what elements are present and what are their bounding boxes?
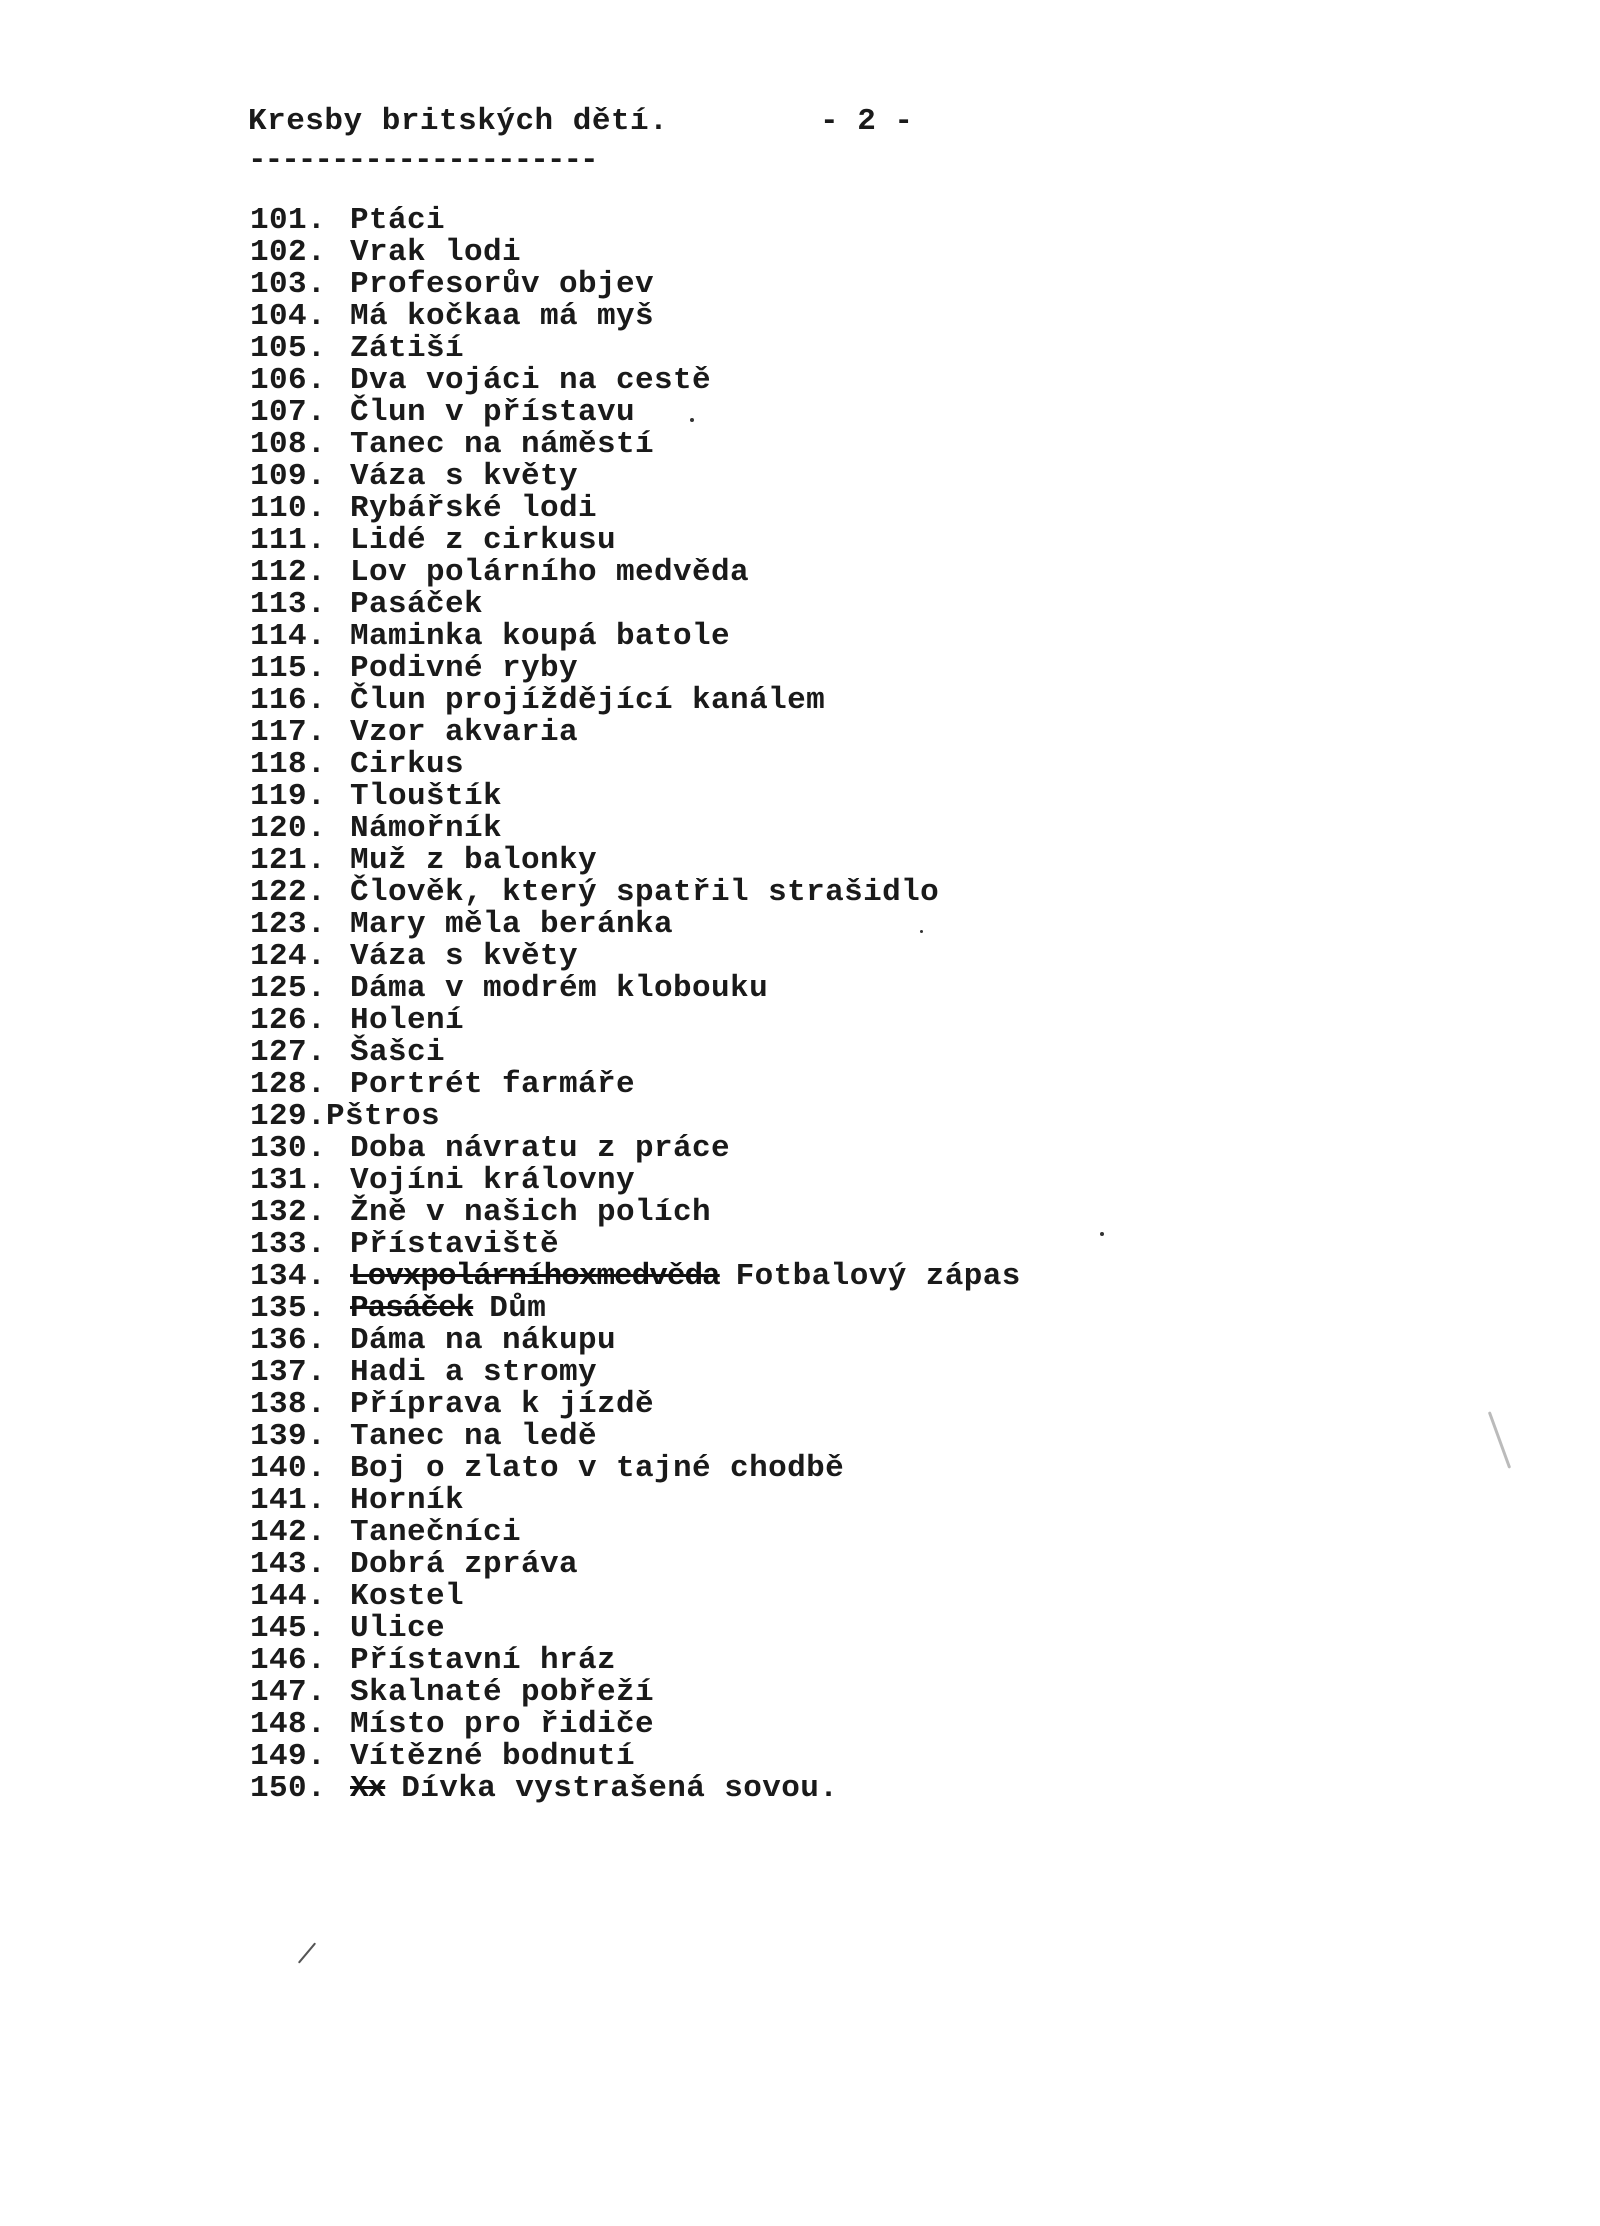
item-number: 143. (250, 1547, 327, 1582)
item-number: 120. (250, 811, 327, 846)
item-number: 110. (250, 491, 327, 526)
item-number: 114. (250, 619, 327, 654)
item-title: Muž z balonky (350, 843, 598, 878)
list-item (250, 525, 1021, 557)
item-title: Holení (350, 1003, 465, 1038)
item-number: 109. (250, 459, 327, 494)
list-item (250, 333, 1021, 365)
item-number: 112. (250, 555, 327, 590)
list-item (250, 1709, 1021, 1741)
speck-mark (920, 930, 923, 933)
struck-out-text: Pasáček (350, 1291, 474, 1326)
item-number: 116. (250, 683, 327, 718)
item-title: Lidé z cirkusu (350, 523, 617, 558)
list-item (250, 1101, 1021, 1133)
list-item (250, 493, 1021, 525)
item-title: Pštros (326, 1099, 441, 1134)
item-title: Pasáček (350, 587, 484, 622)
title-underline: --------------------- (248, 143, 597, 178)
speck-mark (690, 418, 694, 422)
item-title: Tanec na ledě (350, 1419, 598, 1454)
item-number: 126. (250, 1003, 327, 1038)
item-title: Námořník (350, 811, 503, 846)
list-item (250, 1037, 1021, 1069)
list-item (250, 1581, 1021, 1613)
pencil-mark (298, 1942, 316, 1963)
list-item (250, 397, 1021, 429)
item-title: Váza s květy (350, 939, 579, 974)
pencil-mark (1488, 1411, 1511, 1468)
item-title: Mary měla beránka (350, 907, 674, 942)
list-item (250, 1485, 1021, 1517)
item-number: 133. (250, 1227, 327, 1262)
list-item (250, 877, 1021, 909)
list-item (250, 909, 1021, 941)
item-number: 138. (250, 1387, 327, 1422)
page-number: - 2 - (820, 104, 914, 139)
list-item (250, 749, 1021, 781)
item-number: 135. (250, 1291, 327, 1326)
list-item (250, 301, 1021, 333)
item-number: 121. (250, 843, 327, 878)
list-item (250, 941, 1021, 973)
list-item (250, 1677, 1021, 1709)
item-title: Člun projíždějící kanálem (350, 683, 826, 718)
item-number: 137. (250, 1355, 327, 1390)
list-item (250, 1741, 1021, 1773)
item-title: Vojíni královny (350, 1163, 636, 1198)
list-item (250, 429, 1021, 461)
item-number: 108. (250, 427, 327, 462)
item-number: 106. (250, 363, 327, 398)
list-item (250, 269, 1021, 301)
item-number: 125. (250, 971, 327, 1006)
item-title: Cirkus (350, 747, 465, 782)
item-title: Má kočkaa má myš (350, 299, 655, 334)
item-number: 127. (250, 1035, 327, 1070)
item-number: 118. (250, 747, 327, 782)
item-title: Tanec na náměstí (350, 427, 655, 462)
item-title: Ptáci (350, 203, 446, 238)
item-title: Dobrá zpráva (350, 1547, 579, 1582)
item-number: 144. (250, 1579, 327, 1614)
list-item (250, 1229, 1021, 1261)
item-title: Hadi a stromy (350, 1355, 598, 1390)
item-title: Profesorův objev (350, 267, 655, 302)
item-number: 117. (250, 715, 327, 750)
item-title: Dívka vystrašená sovou. (401, 1771, 839, 1806)
item-number: 141. (250, 1483, 327, 1518)
item-number: 103. (250, 267, 327, 302)
item-title: Člun v přístavu (350, 395, 636, 430)
item-number: 107. (250, 395, 327, 430)
item-title: Vrak lodi (350, 235, 522, 270)
item-title: Ulice (350, 1611, 446, 1646)
list-item (250, 1197, 1021, 1229)
item-number: 145. (250, 1611, 327, 1646)
list-item (250, 1069, 1021, 1101)
item-number: 142. (250, 1515, 327, 1550)
list-item (250, 1357, 1021, 1389)
item-title: Tlouštík (350, 779, 503, 814)
item-title: Podivné ryby (350, 651, 579, 686)
item-number: 128. (250, 1067, 327, 1102)
list-item (250, 557, 1021, 589)
struck-out-text: Xx (350, 1771, 386, 1806)
list-item (250, 973, 1021, 1005)
item-title: Příprava k jízdě (350, 1387, 655, 1422)
list-item (250, 1613, 1021, 1645)
item-title: Žně v našich polích (350, 1195, 712, 1230)
list-item (250, 461, 1021, 493)
list-item (250, 1773, 1021, 1805)
item-number: 134. (250, 1259, 327, 1294)
list-item (250, 1389, 1021, 1421)
item-title: Vítězné bodnutí (350, 1739, 636, 1774)
item-title: Přístavní hráz (350, 1643, 617, 1678)
item-title: Boj o zlato v tajné chodbě (350, 1451, 845, 1486)
item-title: Vzor akvaria (350, 715, 579, 750)
item-number: 102. (250, 235, 327, 270)
item-number: 136. (250, 1323, 327, 1358)
list-item (250, 205, 1021, 237)
item-number: 129. (250, 1099, 327, 1134)
list-item (250, 589, 1021, 621)
struck-out-text: Lovxpolárníhoxmedvěda (350, 1259, 720, 1294)
item-number: 105. (250, 331, 327, 366)
list-item (250, 1133, 1021, 1165)
list-item (250, 685, 1021, 717)
list-item (250, 1453, 1021, 1485)
list-item (250, 781, 1021, 813)
item-number: 115. (250, 651, 327, 686)
speck-mark (1100, 1232, 1104, 1236)
item-title: Kostel (350, 1579, 465, 1614)
item-number: 124. (250, 939, 327, 974)
item-number: 111. (250, 523, 327, 558)
item-title: Lov polárního medvěda (350, 555, 750, 590)
item-number: 149. (250, 1739, 327, 1774)
item-number: 146. (250, 1643, 327, 1678)
item-title: Dům (489, 1291, 547, 1326)
item-title: Místo pro řidiče (350, 1707, 655, 1742)
item-number: 147. (250, 1675, 327, 1710)
item-number: 122. (250, 875, 327, 910)
item-title: Maminka koupá batole (350, 619, 731, 654)
item-title: Váza s květy (350, 459, 579, 494)
list-item (250, 1261, 1021, 1293)
item-number: 140. (250, 1451, 327, 1486)
item-number: 150. (250, 1771, 327, 1806)
item-title: Šašci (350, 1035, 446, 1070)
item-number: 130. (250, 1131, 327, 1166)
item-title: Tanečníci (350, 1515, 522, 1550)
item-title: Zátiší (350, 331, 465, 366)
list-item (250, 1325, 1021, 1357)
list-item (250, 237, 1021, 269)
item-number: 104. (250, 299, 327, 334)
list-item (250, 365, 1021, 397)
item-title: Portrét farmáře (350, 1067, 636, 1102)
list-item (250, 845, 1021, 877)
list-item (250, 1645, 1021, 1677)
item-title: Přístaviště (350, 1227, 560, 1262)
item-number: 123. (250, 907, 327, 942)
item-number: 101. (250, 203, 327, 238)
list-item (250, 1165, 1021, 1197)
item-number: 148. (250, 1707, 327, 1742)
item-title: Skalnaté pobřeží (350, 1675, 655, 1710)
drawing-list (250, 205, 1021, 1805)
list-item (250, 1549, 1021, 1581)
item-number: 139. (250, 1419, 327, 1454)
item-title: Člověk, který spatřil strašidlo (350, 875, 940, 910)
list-item (250, 653, 1021, 685)
item-number: 131. (250, 1163, 327, 1198)
item-number: 132. (250, 1195, 327, 1230)
list-item (250, 717, 1021, 749)
item-title: Fotbalový zápas (735, 1259, 1021, 1294)
item-title: Horník (350, 1483, 465, 1518)
item-number: 119. (250, 779, 327, 814)
list-item (250, 621, 1021, 653)
list-item (250, 813, 1021, 845)
list-item (250, 1517, 1021, 1549)
list-item (250, 1005, 1021, 1037)
item-title: Dva vojáci na cestě (350, 363, 712, 398)
list-item (250, 1293, 1021, 1325)
document-title: Kresby britských dětí. (248, 104, 669, 139)
list-item (250, 1421, 1021, 1453)
item-title: Doba návratu z práce (350, 1131, 731, 1166)
item-title: Rybářské lodi (350, 491, 598, 526)
item-number: 113. (250, 587, 327, 622)
item-title: Dáma v modrém klobouku (350, 971, 769, 1006)
item-title: Dáma na nákupu (350, 1323, 617, 1358)
